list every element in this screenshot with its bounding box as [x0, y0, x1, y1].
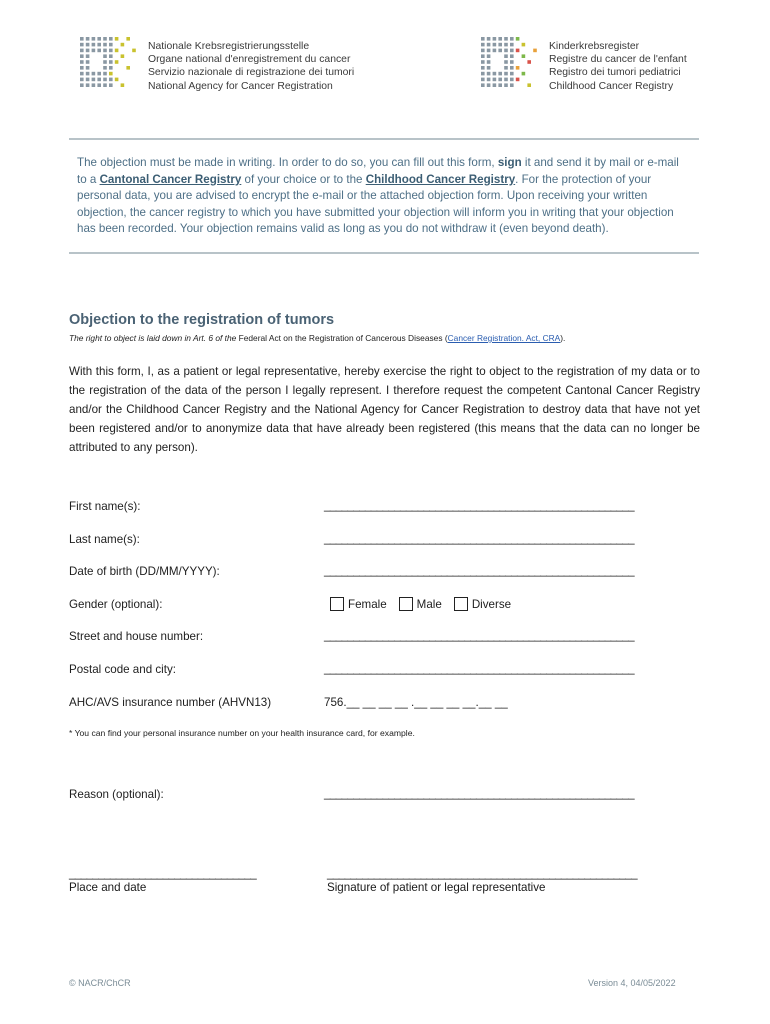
- gender-option-male[interactable]: [399, 597, 442, 611]
- nacr-logo-text: [148, 37, 354, 93]
- first-name-field[interactable]: _____________________________________________________: [324, 499, 634, 512]
- nacr-logo-line: Nationale Krebsregistrierungsstelle: [148, 41, 310, 52]
- gender-options: [330, 597, 523, 611]
- notice-text: [69, 140, 699, 252]
- copyright: © NACR/ChCR: [69, 978, 131, 988]
- cantonal-cancer-registry-link[interactable]: Cantonal Cancer Registry: [99, 172, 242, 186]
- chcr-logo-line: Childhood Cancer Registry: [549, 80, 674, 92]
- date-of-birth-field[interactable]: _____________________________________________________: [324, 564, 634, 577]
- signature-field[interactable]: _____________________________________________________: [327, 867, 637, 880]
- date-of-birth-label: Date of birth (DD/MM/YYYY):: [69, 565, 220, 578]
- notice-part: The objection must be made in writing. In order to do so, you can fill out this form,: [77, 156, 498, 169]
- form-title: Objection to the registration of tumors: [69, 312, 335, 328]
- street-label: Street and house number:: [69, 630, 204, 643]
- notice-part: . For the protection of your personal data, you are advised to encrypt the e-mail or the attached objection form. Upon receiving your written objection, the cancer registry to which you have submitted your objection will inform you in writing that your objection has been recorded. Your objection remains valid as long as you do not withdraw it (even beyond death).: [77, 172, 674, 236]
- nacr-logo-mark-icon: [80, 37, 140, 93]
- nacr-logo: [80, 37, 354, 93]
- insurance-number-footnote: * You can find your personal insurance number on your health insurance card, for example.: [69, 728, 415, 738]
- reason-field[interactable]: _____________________________________________________: [324, 787, 634, 800]
- cancer-registration-act-link[interactable]: Cancer Registration. Act, CRA: [447, 333, 561, 343]
- last-name-field[interactable]: _____________________________________________________: [324, 532, 634, 545]
- instructions-notice: [69, 138, 699, 254]
- postal-city-field[interactable]: _____________________________________________________: [324, 662, 634, 675]
- legal-basis-end: ).: [560, 333, 566, 343]
- signature-label: Signature of patient or legal representative: [327, 881, 546, 894]
- reason-label: Reason (optional):: [69, 788, 164, 801]
- insurance-number-label: AHC/AVS insurance number (AHVN13): [69, 696, 272, 709]
- male-checkbox[interactable]: [399, 597, 413, 611]
- chcr-logo-mark-icon: [481, 37, 541, 93]
- legal-basis-italic: The right to object is laid down in Art. 6 of the: [69, 333, 237, 343]
- diverse-label: Diverse: [471, 597, 512, 611]
- gender-label: Gender (optional):: [69, 598, 163, 611]
- version-info: Version 4, 04/05/2022: [588, 978, 676, 988]
- nacr-logo-line: Organe national d'enregistrement du cancer: [148, 54, 351, 66]
- legal-basis-note: [69, 333, 565, 343]
- chcr-logo: [481, 37, 687, 93]
- street-field[interactable]: _____________________________________________________: [324, 629, 634, 642]
- nacr-logo-line: National Agency for Cancer Registration: [148, 80, 333, 92]
- place-date-field[interactable]: ________________________________: [69, 867, 257, 880]
- place-date-label: Place and date: [69, 881, 147, 894]
- childhood-cancer-registry-link[interactable]: Childhood Cancer Registry: [365, 172, 516, 186]
- female-label: Female: [348, 597, 387, 611]
- first-name-label: First name(s):: [69, 500, 141, 513]
- objection-statement: With this form, I, as a patient or legal representative, hereby exercise the right to object to the registration of my data or to the registration of the data of the person I legally represent. I therefore request the competent Cantonal Cancer Registry and/or the Childhood Cancer Registry and the National Agency for Cancer Registration to destroy data that have not yet been registered and/or to anonymize data that have already been registered (this means that the data can no longer be attributed to any person).: [69, 365, 700, 454]
- gender-option-female[interactable]: [330, 597, 387, 611]
- notice-sign-emphasis: sign: [497, 156, 522, 169]
- chcr-logo-line: Registre du cancer de l'enfant: [549, 54, 687, 66]
- gender-option-diverse[interactable]: [454, 597, 511, 611]
- chcr-logo-line: Registro dei tumori pediatrici: [549, 67, 681, 79]
- last-name-label: Last name(s):: [69, 533, 140, 546]
- female-checkbox[interactable]: [330, 597, 344, 611]
- male-label: Male: [416, 597, 442, 611]
- diverse-checkbox[interactable]: [454, 597, 468, 611]
- notice-part: of your choice or to the: [241, 172, 366, 186]
- insurance-number-field[interactable]: 756.__ __ __ __ .__ __ __ __.__ __: [324, 696, 508, 709]
- legal-basis-text: Federal Act on the Registration of Cancerous Diseases (: [236, 333, 448, 343]
- postal-city-label: Postal code and city:: [69, 663, 176, 676]
- chcr-logo-line: Kinderkrebsregister: [549, 41, 640, 52]
- nacr-logo-line: Servizio nazionale di registrazione dei tumori: [148, 67, 355, 79]
- chcr-logo-text: [549, 37, 687, 93]
- notice-part: it and send it by mail or e-mail to a: [77, 156, 679, 186]
